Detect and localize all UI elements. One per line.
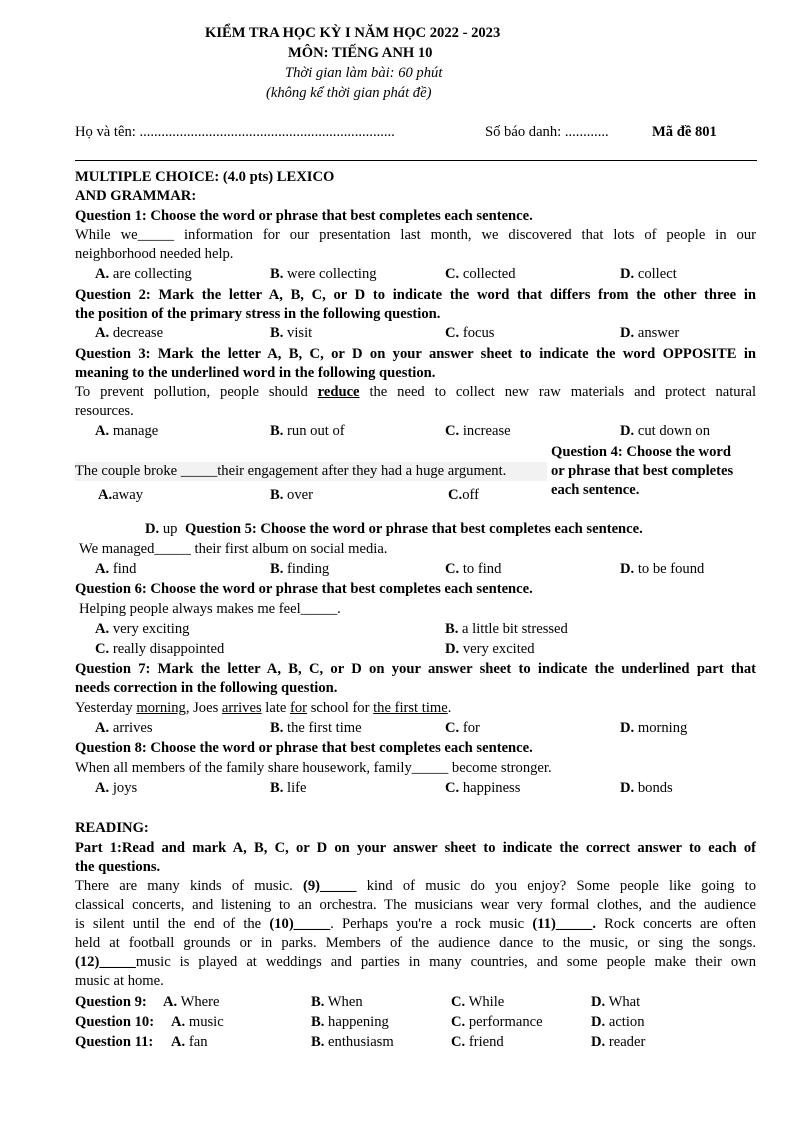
passage-line-4: held at football grounds or in parks. Members of the audience dance to the music, or sing the songs. (75, 935, 756, 951)
reading-part1-instruction: Part 1:Read and mark A, B, C, or D on your answer sheet to indicate the correct answer to each of (75, 840, 756, 856)
question-5-option-b[interactable]: B. finding (270, 561, 330, 577)
question-4-option-b[interactable]: B. over (270, 487, 313, 503)
question-1-option-c[interactable]: C. collected (445, 266, 516, 282)
question-7-title: Question 7: Mark the letter A, B, C, or D on your answer sheet to indicate the underlined part that (75, 661, 756, 677)
question-4-option-c[interactable]: C.off (448, 487, 479, 503)
question-7-text: Yesterday morning, Joes arrives late for school for the first time. (75, 700, 452, 716)
question-9-option-d[interactable]: D. What (591, 994, 641, 1010)
passage-line-6: music at home. (75, 973, 164, 989)
student-name-field: Họ và tên: ...................................................................... (75, 124, 395, 140)
question-1-option-b[interactable]: B. were collecting (270, 266, 377, 282)
question-2-option-c[interactable]: C. focus (445, 325, 495, 341)
passage-line-3: is silent until the end of the (10)_____. Perhaps you're a rock music (11)_____. Rock concerts are often (75, 916, 756, 932)
passage-line-2: classical concerts, and listening to an orchestra. The musicians wear very formal clothes, and the audience (75, 897, 756, 913)
question-3-text: To prevent pollution, people should reduce the need to collect new raw materials and protect natural (75, 384, 756, 400)
passage-line-1: There are many kinds of music. (9)_____ kind of music do you enjoy? Some people like going to (75, 878, 756, 894)
question-7-option-a[interactable]: A. arrives (95, 720, 153, 736)
question-10-option-d[interactable]: D. action (591, 1014, 645, 1030)
question-1-option-a[interactable]: A. are collecting (95, 266, 192, 282)
question-3-title-cont: meaning to the underlined word in the following question. (75, 365, 436, 381)
question-3-option-c[interactable]: C. increase (445, 423, 511, 439)
question-7-title-cont: needs correction in the following question. (75, 680, 338, 696)
question-6-title: Question 6: Choose the word or phrase that best completes each sentence. (75, 581, 533, 597)
question-2-option-d[interactable]: D. answer (620, 325, 680, 341)
question-6-option-a[interactable]: A. very exciting (95, 621, 190, 637)
question-8-option-b[interactable]: B. life (270, 780, 307, 796)
question-7-option-b[interactable]: B. the first time (270, 720, 362, 736)
question-8-text: When all members of the family share housework, family_____ become stronger. (75, 760, 552, 776)
question-3-option-a[interactable]: A. manage (95, 423, 159, 439)
question-5-text: We managed_____ their first album on social media. (79, 541, 388, 557)
question-5-option-a[interactable]: A. find (95, 561, 137, 577)
question-4-option-d[interactable]: D. up (145, 521, 178, 537)
question-10-option-a[interactable]: A. music (171, 1014, 224, 1030)
section-heading-cont: AND GRAMMAR: (75, 188, 197, 204)
question-4-title-cont2: each sentence. (551, 482, 640, 498)
question-11-option-c[interactable]: C. friend (451, 1034, 504, 1050)
exam-code: Mã đề 801 (652, 124, 717, 140)
question-8-option-c[interactable]: C. happiness (445, 780, 521, 796)
question-6-option-b[interactable]: B. a little bit stressed (445, 621, 568, 637)
question-9-option-b[interactable]: B. When (311, 994, 363, 1010)
question-2-option-a[interactable]: A. decrease (95, 325, 164, 341)
question-3-option-d[interactable]: D. cut down on (620, 423, 711, 439)
question-1-option-d[interactable]: D. collect (620, 266, 677, 282)
underlined-word: reduce (317, 384, 360, 400)
question-3-title: Question 3: Mark the letter A, B, C, or D on your answer sheet to indicate the word OPPOSITE in (75, 346, 756, 362)
passage-line-5: (12)_____music is played at weddings and parties in many countries, and some people make their own (75, 954, 756, 970)
question-5-option-c[interactable]: C. to find (445, 561, 502, 577)
question-6-option-d[interactable]: D. very excited (445, 641, 535, 657)
question-11-label: Question 11: (75, 1034, 154, 1050)
question-11-option-b[interactable]: B. enthusiasm (311, 1034, 394, 1050)
question-1-title: Question 1: Choose the word or phrase that best completes each sentence. (75, 208, 533, 224)
candidate-number-field: Số báo danh: ............ (485, 124, 609, 140)
reading-part1-instruction-cont: the questions. (75, 859, 161, 875)
header-divider (75, 160, 757, 161)
question-10-label: Question 10: (75, 1014, 155, 1030)
question-2-option-b[interactable]: B. visit (270, 325, 313, 341)
question-1-text: While we_____ information for our presentation last month, we discovered that lots of people in our (75, 227, 756, 243)
question-7-option-d[interactable]: D. morning (620, 720, 688, 736)
exam-time: Thời gian làm bài: 60 phút (285, 65, 443, 81)
section-heading: MULTIPLE CHOICE: (4.0 pts) LEXICO (75, 169, 335, 185)
question-11-option-a[interactable]: A. fan (171, 1034, 208, 1050)
question-6-option-c[interactable]: C. really disappointed (95, 641, 225, 657)
question-8-option-a[interactable]: A. joys (95, 780, 138, 796)
question-5-option-d[interactable]: D. to be found (620, 561, 705, 577)
exam-note: (không kể thời gian phát đề) (266, 85, 432, 101)
question-9-label: Question 9: (75, 994, 147, 1010)
question-8-title: Question 8: Choose the word or phrase that best completes each sentence. (75, 740, 533, 756)
question-9-option-c[interactable]: C. While (451, 994, 505, 1010)
question-4-text: The couple broke _____their engagement after they had a huge argument. (75, 462, 547, 481)
question-3-option-b[interactable]: B. run out of (270, 423, 345, 439)
exam-title: KIỂM TRA HỌC KỲ I NĂM HỌC 2022 - 2023 (205, 25, 501, 41)
question-4-title: Question 4: Choose the word (551, 444, 731, 460)
question-10-option-c[interactable]: C. performance (451, 1014, 543, 1030)
question-2-title-cont: the position of the primary stress in the following question. (75, 306, 441, 322)
question-10-option-b[interactable]: B. happening (311, 1014, 389, 1030)
question-2-title: Question 2: Mark the letter A, B, C, or D to indicate the word that differs from the other three in (75, 287, 756, 303)
question-11-option-d[interactable]: D. reader (591, 1034, 646, 1050)
question-9-option-a[interactable]: A. Where (163, 994, 220, 1010)
question-8-option-d[interactable]: D. bonds (620, 780, 673, 796)
question-6-text: Helping people always makes me feel_____. (79, 601, 341, 617)
question-4-option-a[interactable]: A.away (98, 487, 143, 503)
question-7-option-c[interactable]: C. for (445, 720, 480, 736)
reading-heading: READING: (75, 820, 149, 836)
question-1-text-cont: neighborhood needed help. (75, 246, 234, 262)
question-4-title-cont: or phrase that best completes (551, 463, 734, 479)
question-5-title: Question 5: Choose the word or phrase that best completes each sentence. (185, 521, 643, 537)
question-3-text-cont: resources. (75, 403, 134, 419)
exam-subject: MÔN: TIẾNG ANH 10 (288, 45, 433, 61)
